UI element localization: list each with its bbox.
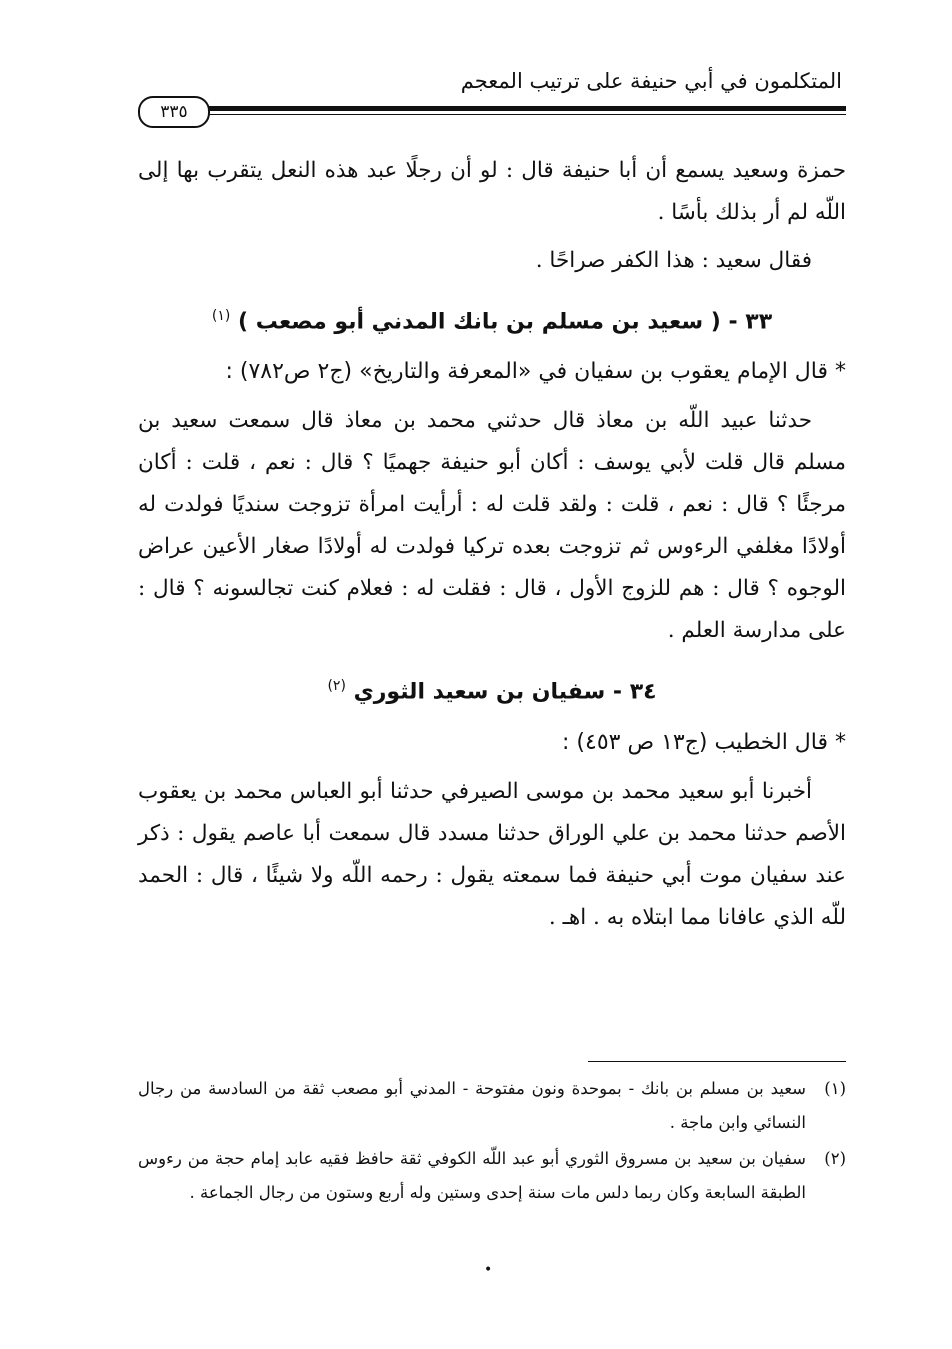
footnote-2-number: (٢): [824, 1149, 846, 1168]
paragraph-1: حمزة وسعيد يسمع أن أبا حنيفة قال : لو أن رجلًا عبد هذه النعل يتقرب بها إلى اللّه لم أر بذلك بأسًا .: [138, 158, 846, 225]
footnote-1-text: سعيد بن مسلم بن بانك - بموحدة ونون مفتوحة - المدني أبو مصعب ثقة من السادسة من رجال النسائي وابن ماجة .: [138, 1079, 806, 1132]
source-citation-2: * قال الخطيب (ج١٣ ص ٤٥٣) :: [562, 729, 846, 755]
entry-heading-34: [138, 662, 846, 716]
running-header-title: المتكلمون في أبي حنيفة على ترتيب المعجم: [460, 69, 842, 93]
source-citation-1: * قال الإمام يعقوب بن سفيان في «المعرفة والتاريخ» (ج٢ ص٧٨٢) :: [225, 359, 846, 385]
page-number: ٣٣٥: [138, 96, 210, 128]
paragraph-3: حدثنا عبيد اللّه بن معاذ قال حدثني محمد بن معاذ قال سمعت سعيد بن مسلم قال قلت لأبي يوسف : أكان أبو حنيفة جهميًا ؟ قال : نعم ، قلت : أكان مرجئًا ؟ قال : نعم ، قلت : ولقد قلت له : أرأيت امرأة تزوجت سنديًا فولدت له أولادًا مغلفي الرءوس ثم تزوجت بعده تركيا فولدت له أولادًا صغار الأعين عراض الوجوه ؟ قال : هم للزوج الأول ، قال : فقلت له : فعلام كنت تجالسونه ؟ قال : على مدارسة العلم .: [138, 408, 846, 644]
footnote-ref-1: (١): [211, 308, 231, 324]
footnote-separator: [588, 1061, 846, 1062]
footnote-2: [138, 1142, 846, 1210]
entry-heading-34-text: ٣٤ - سفيان بن سعيد الثوري: [353, 679, 657, 705]
header-rule-thin: [200, 114, 846, 115]
footnote-1-number: (١): [824, 1079, 846, 1098]
paragraph-4: أخبرنا أبو سعيد محمد بن موسى الصيرفي حدثنا أبو العباس محمد بن يعقوب الأصم حدثنا محمد بن علي الوراق حدثنا مسدد قال سمعت أبا عاصم يقول : ذكر عند سفيان موت أبي حنيفة فما سمعته يقول : رحمه اللّه ولا شيئًا ، قال : الحمد للّه الذي عافانا مما ابتلاه به . اهـ .: [138, 778, 846, 930]
footnote-2-text: سفيان بن سعيد بن مسروق الثوري أبو عبد اللّه الكوفي ثقة حافظ فقيه عابد إمام حجة من رءوس الطبقة السابعة وكان ربما دلس مات سنة إحدى وستين وله أربع وستون من رجال الجماعة .: [138, 1149, 806, 1202]
paragraph-2: فقال سعيد : هذا الكفر صراحًا .: [535, 248, 812, 273]
footnote-ref-2: (٢): [327, 678, 346, 695]
footnote-1: [138, 1072, 846, 1140]
entry-heading-33: [138, 292, 846, 346]
header-rule-thick: [200, 106, 846, 111]
main-text: [138, 150, 846, 939]
bottom-mark: •: [484, 1262, 493, 1278]
footnotes: [138, 1072, 846, 1212]
entry-heading-33-text: ٣٣ - ( سعيد بن مسلم بن بانك المدني أبو مصعب ): [238, 309, 773, 335]
